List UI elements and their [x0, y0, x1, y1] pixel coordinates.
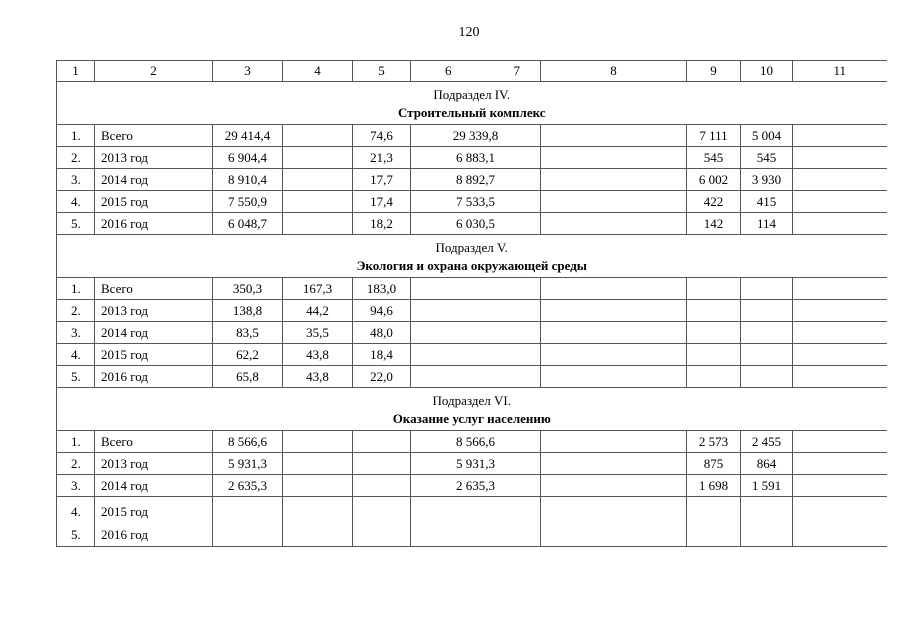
- cell-col9: 875: [687, 453, 741, 475]
- cell-col6-7: [411, 497, 541, 547]
- cell-col6-7: 7 533,5: [411, 191, 541, 213]
- cell-col8: [541, 169, 687, 191]
- cell-col9: 545: [687, 147, 741, 169]
- cell-col8: [541, 475, 687, 497]
- row-number: 2.: [57, 453, 95, 475]
- table-row: [57, 169, 887, 191]
- cell-col9: [687, 300, 741, 322]
- cell-col5: 183,0: [353, 278, 411, 300]
- row-label: 2016 год: [95, 366, 213, 388]
- cell-col10: 2 455: [741, 431, 793, 453]
- cell-col11: [793, 278, 887, 300]
- table-row: [57, 453, 887, 475]
- cell-col6-7: [411, 278, 541, 300]
- table-row: [57, 213, 887, 235]
- row-number-stack: [57, 497, 95, 547]
- table-row: [57, 300, 887, 322]
- col-header: 3: [213, 61, 283, 82]
- cell-col5: 48,0: [353, 322, 411, 344]
- table-row: [57, 322, 887, 344]
- row-number: 3.: [57, 475, 95, 497]
- row-number: 5.: [57, 366, 95, 388]
- row-number: 3.: [57, 169, 95, 191]
- column-number-row: [57, 61, 887, 82]
- cell-col11: [793, 475, 887, 497]
- row-number: 4.: [57, 191, 95, 213]
- cell-col5: 17,7: [353, 169, 411, 191]
- row-label-stack: [95, 497, 213, 547]
- cell-col10: [741, 300, 793, 322]
- cell-col10: 545: [741, 147, 793, 169]
- cell-col6-7: [411, 322, 541, 344]
- cell-col3: 2 635,3: [213, 475, 283, 497]
- cell-col8: [541, 125, 687, 147]
- cell-col5: 17,4: [353, 191, 411, 213]
- cell-col11: [793, 191, 887, 213]
- cell-col11: [793, 344, 887, 366]
- cell-col6-7: 6 030,5: [411, 213, 541, 235]
- cell-col3: 8 566,6: [213, 431, 283, 453]
- col-header: 10: [741, 61, 793, 82]
- cell-col4: [283, 497, 353, 547]
- cell-col4: 44,2: [283, 300, 353, 322]
- cell-col6-7: 6 883,1: [411, 147, 541, 169]
- cell-col3: 83,5: [213, 322, 283, 344]
- cell-col9: [687, 278, 741, 300]
- cell-col9: 142: [687, 213, 741, 235]
- section-title: Оказание услуг населению: [392, 410, 551, 426]
- cell-col9: 422: [687, 191, 741, 213]
- row-label: 2014 год: [95, 475, 213, 497]
- col-header: 4: [283, 61, 353, 82]
- row-number: 2.: [57, 147, 95, 169]
- row-label: 2015 год: [95, 191, 213, 213]
- row-label: Всего: [95, 431, 213, 453]
- cell-col5: 18,2: [353, 213, 411, 235]
- col-header: 6: [445, 63, 452, 78]
- row-label: 2014 год: [95, 169, 213, 191]
- cell-col6-7: [411, 344, 541, 366]
- cell-col3: 5 931,3: [213, 453, 283, 475]
- cell-col10: [741, 497, 793, 547]
- cell-col10: 3 930: [741, 169, 793, 191]
- cell-col3: 7 550,9: [213, 191, 283, 213]
- row-label: 2013 год: [95, 300, 213, 322]
- row-label: 2013 год: [95, 453, 213, 475]
- cell-col10: [741, 366, 793, 388]
- section-title: Строительный комплекс: [397, 104, 546, 120]
- cell-col6-7: 2 635,3: [411, 475, 541, 497]
- cell-col9: 1 698: [687, 475, 741, 497]
- cell-col10: [741, 344, 793, 366]
- row-number: 5.: [57, 213, 95, 235]
- cell-col9: [687, 344, 741, 366]
- cell-col9: 7 111: [687, 125, 741, 147]
- cell-col4: 167,3: [283, 278, 353, 300]
- table-row: [57, 475, 887, 497]
- row-number: 1.: [57, 125, 95, 147]
- cell-col11: [793, 213, 887, 235]
- row-number: 2.: [57, 300, 95, 322]
- cell-col11: [793, 431, 887, 453]
- cell-col6-7: 8 892,7: [411, 169, 541, 191]
- cell-col5: [353, 453, 411, 475]
- cell-col3: [213, 497, 283, 547]
- cell-col11: [793, 147, 887, 169]
- cell-col9: [687, 497, 741, 547]
- row-number: 5.: [71, 527, 81, 542]
- table-row: [57, 278, 887, 300]
- cell-col9: 2 573: [687, 431, 741, 453]
- cell-col8: [541, 300, 687, 322]
- cell-col5: [353, 497, 411, 547]
- cell-col11: [793, 497, 887, 547]
- cell-col4: [283, 125, 353, 147]
- cell-col10: [741, 322, 793, 344]
- col-header-6-7: [411, 61, 541, 82]
- page-number: 120: [458, 25, 480, 40]
- cell-col8: [541, 344, 687, 366]
- col-header: 5: [353, 61, 411, 82]
- cell-col4: 35,5: [283, 322, 353, 344]
- cell-col10: 415: [741, 191, 793, 213]
- cell-col11: [793, 366, 887, 388]
- section-header: [57, 388, 887, 431]
- table-row: [57, 147, 887, 169]
- cell-col6-7: [411, 366, 541, 388]
- table-row-stacked: [57, 497, 887, 547]
- table-row: [57, 366, 887, 388]
- cell-col5: 22,0: [353, 366, 411, 388]
- cell-col11: [793, 453, 887, 475]
- cell-col8: [541, 147, 687, 169]
- cell-col9: [687, 322, 741, 344]
- cell-col3: 350,3: [213, 278, 283, 300]
- cell-col10: 864: [741, 453, 793, 475]
- cell-col6-7: 5 931,3: [411, 453, 541, 475]
- cell-col3: 62,2: [213, 344, 283, 366]
- cell-col6-7: [411, 300, 541, 322]
- cell-col11: [793, 125, 887, 147]
- section-header-row: [57, 388, 887, 431]
- cell-col10: [741, 278, 793, 300]
- col-header: 11: [793, 61, 887, 82]
- row-label: 2013 год: [95, 147, 213, 169]
- row-label: 2014 год: [95, 322, 213, 344]
- cell-col4: [283, 453, 353, 475]
- cell-col6-7: 29 339,8: [411, 125, 541, 147]
- cell-col9: [687, 366, 741, 388]
- cell-col3: 6 904,4: [213, 147, 283, 169]
- cell-col9: 6 002: [687, 169, 741, 191]
- section-header: [57, 82, 887, 125]
- cell-col8: [541, 366, 687, 388]
- cell-col8: [541, 453, 687, 475]
- cell-col3: 6 048,7: [213, 213, 283, 235]
- cell-col8: [541, 497, 687, 547]
- cell-col10: 1 591: [741, 475, 793, 497]
- cell-col8: [541, 322, 687, 344]
- cell-col3: 29 414,4: [213, 125, 283, 147]
- cell-col8: [541, 431, 687, 453]
- cell-col4: 43,8: [283, 344, 353, 366]
- row-number: 4.: [71, 504, 81, 519]
- row-label: 2015 год: [101, 504, 148, 519]
- cell-col4: [283, 191, 353, 213]
- row-label: 2015 год: [95, 344, 213, 366]
- cell-col3: 8 910,4: [213, 169, 283, 191]
- subsection-label: Подраздел IV.: [433, 86, 511, 102]
- cell-col10: 5 004: [741, 125, 793, 147]
- cell-col5: [353, 475, 411, 497]
- row-number: 1.: [57, 278, 95, 300]
- cell-col8: [541, 278, 687, 300]
- subsection-label: Подраздел VI.: [432, 392, 511, 408]
- row-label: Всего: [95, 278, 213, 300]
- row-number: 3.: [57, 322, 95, 344]
- cell-col4: [283, 475, 353, 497]
- row-label: Всего: [95, 125, 213, 147]
- cell-col11: [793, 300, 887, 322]
- table-row: [57, 191, 887, 213]
- col-header: 1: [57, 61, 95, 82]
- col-header: 9: [687, 61, 741, 82]
- table-row: [57, 344, 887, 366]
- cell-col5: 18,4: [353, 344, 411, 366]
- cell-col10: 114: [741, 213, 793, 235]
- section-header: [57, 235, 887, 278]
- cell-col11: [793, 169, 887, 191]
- row-label: 2016 год: [95, 213, 213, 235]
- cell-col11: [793, 322, 887, 344]
- cell-col3: 138,8: [213, 300, 283, 322]
- row-label: 2016 год: [101, 527, 148, 542]
- cell-col4: [283, 431, 353, 453]
- section-header-row: [57, 82, 887, 125]
- col-header: 2: [95, 61, 213, 82]
- data-table: [56, 60, 887, 547]
- table-row: [57, 125, 887, 147]
- cell-col5: 74,6: [353, 125, 411, 147]
- col-header: 8: [541, 61, 687, 82]
- cell-col5: 21,3: [353, 147, 411, 169]
- cell-col4: [283, 213, 353, 235]
- cell-col4: [283, 169, 353, 191]
- row-number: 1.: [57, 431, 95, 453]
- subsection-label: Подраздел V.: [435, 239, 508, 255]
- cell-col8: [541, 191, 687, 213]
- row-number: 4.: [57, 344, 95, 366]
- col-header: 7: [513, 63, 520, 78]
- cell-col8: [541, 213, 687, 235]
- cell-col4: 43,8: [283, 366, 353, 388]
- cell-col3: 65,8: [213, 366, 283, 388]
- cell-col5: 94,6: [353, 300, 411, 322]
- cell-col4: [283, 147, 353, 169]
- section-title: Экология и охрана окружающей среды: [356, 257, 587, 273]
- table-row: [57, 431, 887, 453]
- cell-col5: [353, 431, 411, 453]
- cell-col6-7: 8 566,6: [411, 431, 541, 453]
- section-header-row: [57, 235, 887, 278]
